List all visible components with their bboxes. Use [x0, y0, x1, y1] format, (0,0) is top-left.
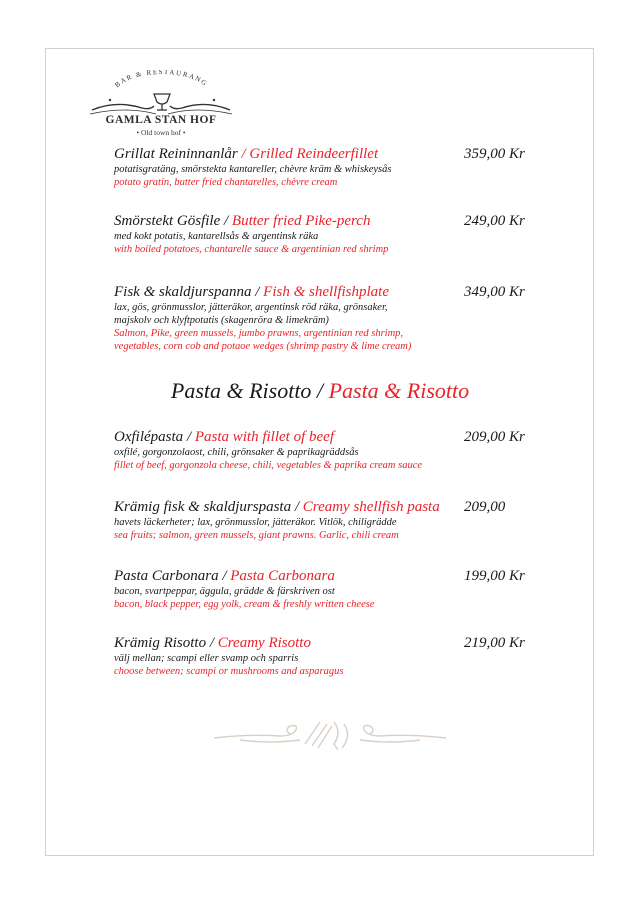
item-desc-sv: majskolv och klyftpotatis (skagenröra & limekräm): [114, 315, 329, 326]
item-desc-en: choose between; scampi or mushrooms and asparagus: [114, 666, 344, 677]
menu-item-fish-plate: [114, 283, 534, 353]
menu-item-risotto: [114, 634, 534, 678]
item-price: 209,00: [464, 499, 506, 515]
logo-subtitle: • Old town hof •: [136, 128, 186, 137]
item-desc-en: fillet of beef, gorgonzola cheese, chili, vegetables & paprika cream sauce: [114, 460, 423, 471]
item-price: 219,00 Kr: [464, 635, 525, 651]
item-title-en: Creamy Risotto: [217, 635, 311, 651]
menu-item-pike-perch: [114, 212, 534, 256]
item-title-sv: Krämig Risotto /: [114, 635, 218, 651]
item-desc-en: with boiled potatoes, chantarelle sauce & argentinian red shrimp: [114, 244, 389, 255]
restaurant-logo: [86, 70, 236, 142]
item-title-sv: Fisk & skaldjurspanna /: [114, 284, 264, 300]
item-desc-sv: bacon, svartpeppar, äggula, grädde & färskriven ost: [114, 586, 335, 597]
item-price: 249,00 Kr: [464, 213, 525, 229]
item-title-sv: Grillat Reininnanlår: [114, 146, 238, 162]
item-title-sv: Smörstekt Gösfile /: [114, 213, 232, 229]
menu-item-beef-pasta: [114, 428, 534, 472]
item-desc-sv: med kokt potatis, kantarellsås & argentinsk räka: [114, 231, 319, 242]
menu-item-shellfish-pasta: [114, 498, 534, 542]
item-desc-sv: välj mellan; scampi eller svamp och sparris: [114, 653, 299, 664]
item-price: 209,00 Kr: [464, 429, 525, 445]
section-title-en: Pasta & Risotto: [328, 378, 470, 403]
logo-name: GAMLA STAN HOF: [105, 114, 217, 126]
item-title-sv: Krämig fisk & skaldjurspasta /: [114, 499, 303, 515]
item-title-sv: Pasta Carbonara /: [114, 568, 231, 584]
item-title-sv: Oxfilépasta /: [114, 429, 195, 445]
item-desc-en: potato gratin, butter fried chantarelles, chèvre cream: [114, 177, 338, 188]
section-title-sv: Pasta & Risotto /: [170, 378, 329, 403]
svg-text:BAR & RESTAURANG: [113, 70, 209, 89]
item-desc-en: sea fruits; salmon, green mussels, giant prawns. Garlic, chili cream: [114, 530, 399, 541]
item-desc-en: bacon, black pepper, egg yolk, cream & freshly written cheese: [114, 599, 375, 610]
item-title-en: Creamy shellfish pasta: [302, 499, 440, 515]
logo-arc-text: BAR & RESTAURANG: [113, 70, 210, 90]
item-price: 199,00 Kr: [464, 568, 525, 584]
item-desc-sv: lax, gös, grönmusslor, jätteräkor, argentinsk röd räka, grönsaker,: [114, 302, 388, 313]
item-desc-sv: havets läckerheter; lax, grönmusslor, jätteräkor. Vitlök, chiligrädde: [114, 517, 397, 528]
item-title-en: Fish & shellfishplate: [263, 284, 390, 300]
item-title-en: / Grilled Reindeerfillet: [237, 146, 379, 162]
menu-item-reindeer: [114, 145, 534, 189]
item-title-en: Pasta with fillet of beef: [194, 429, 334, 445]
item-desc-en: Salmon, Pike, green mussels, jumbo prawns, argentinian red shrimp,: [114, 328, 404, 339]
item-desc-sv: oxfilé, gorgonzolaost, chili, grönsaker & paprikagräddsås: [114, 447, 359, 458]
item-title-en: Pasta Carbonara: [230, 568, 335, 584]
ornament-cutlery-icon: [210, 714, 450, 754]
menu-item-carbonara: [114, 567, 534, 611]
section-heading-pasta: [0, 377, 640, 405]
item-desc-en: vegetables, corn cob and potaoe wedges (shrimp pastry & lime cream): [114, 341, 412, 352]
item-price: 349,00 Kr: [464, 284, 525, 300]
item-price: 359,00 Kr: [464, 146, 525, 162]
item-desc-sv: potatisgratäng, smörstekta kantareller, chèvre kräm & whiskeysås: [114, 164, 392, 175]
item-title-en: Butter fried Pike-perch: [231, 213, 371, 229]
